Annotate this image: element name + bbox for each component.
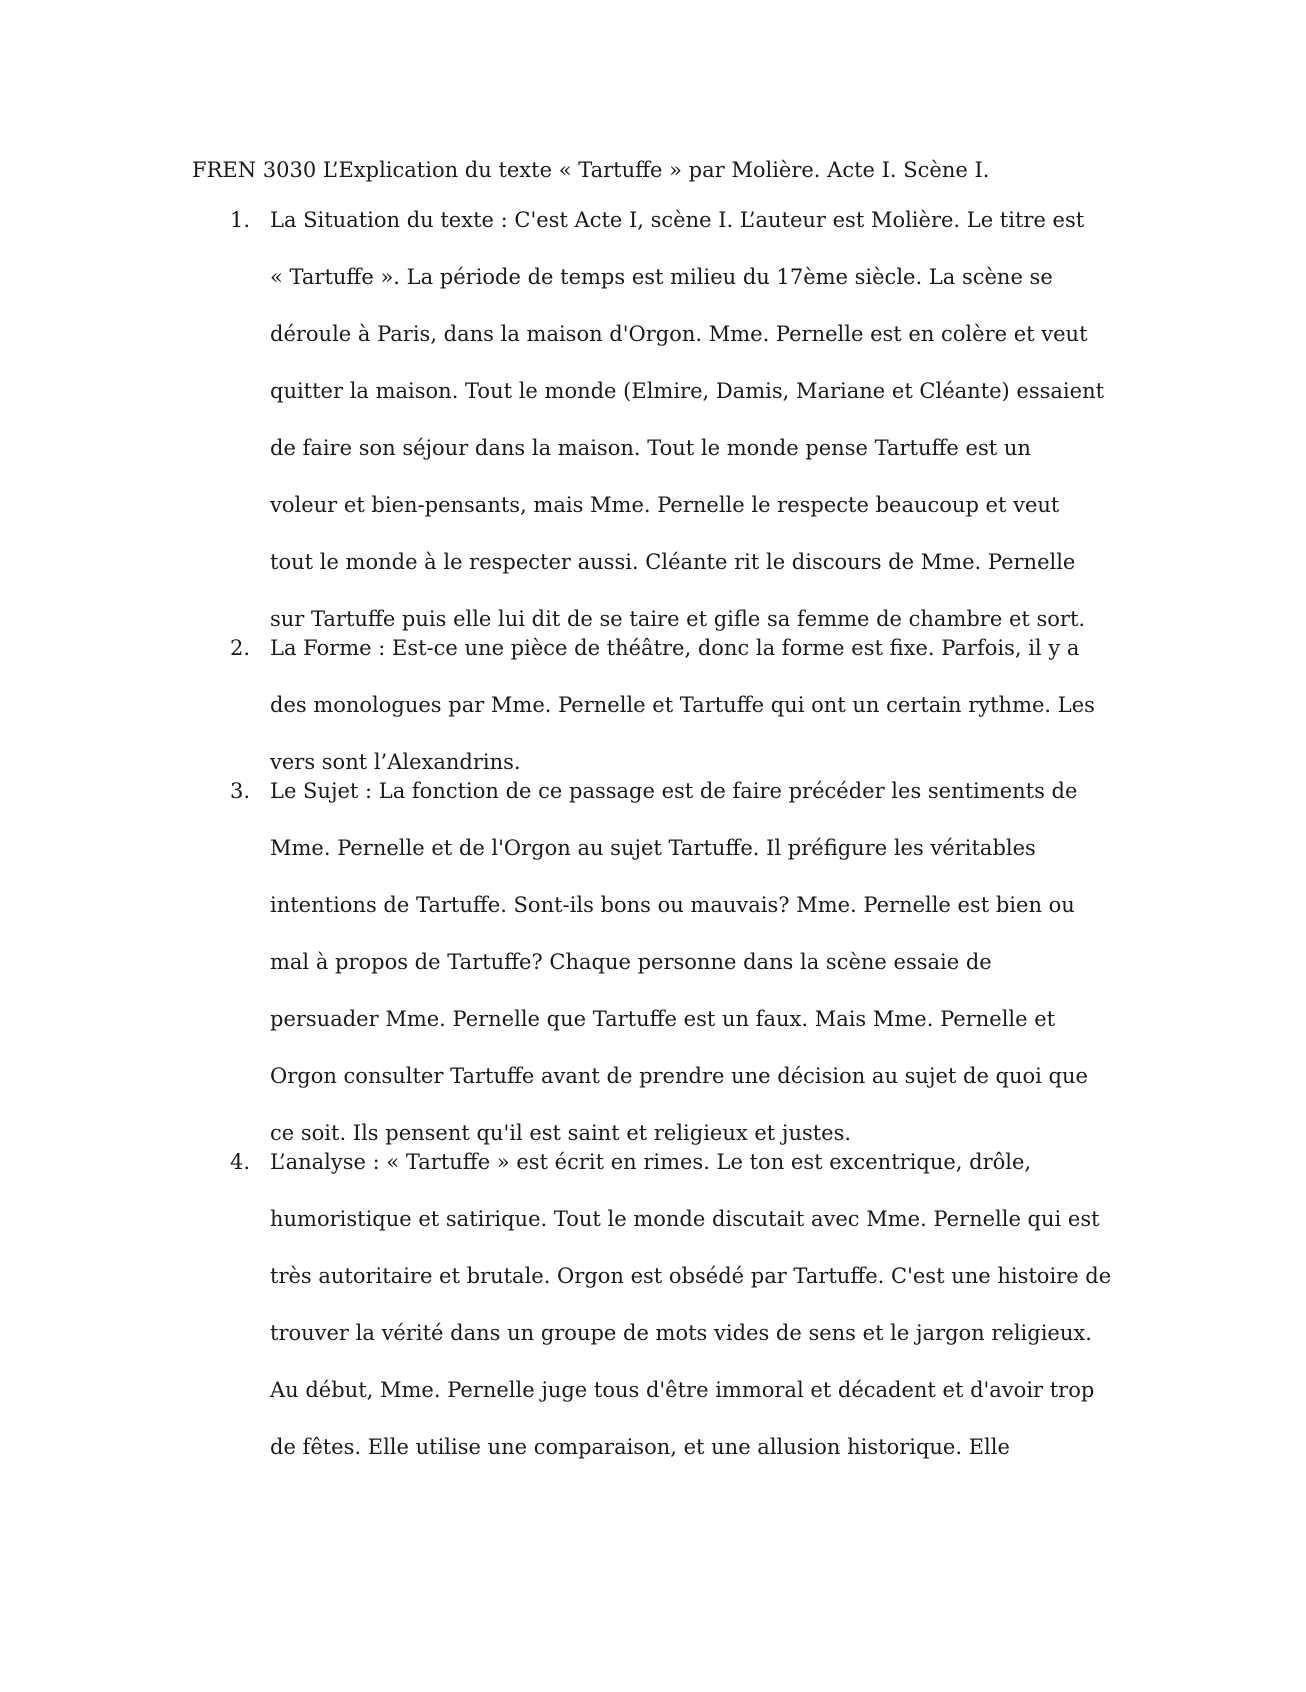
list-item xyxy=(230,1147,1110,1477)
text-line: voleur et bien-pensants, mais Mme. Pernelle le respecte beaucoup et veut xyxy=(270,493,1060,517)
list-item-number: 2. xyxy=(230,636,251,660)
text-line: Au début, Mme. Pernelle juge tous d'être immoral et décadent et d'avoir trop xyxy=(270,1378,1095,1402)
list-item-number: 4. xyxy=(230,1150,251,1174)
text-line: persuader Mme. Pernelle que Tartuffe est un faux. Mais Mme. Pernelle et xyxy=(270,1007,1056,1031)
document-title: FREN 3030 L’Explication du texte « Tartuffe » par Molière. Acte I. Scène I. xyxy=(192,158,990,182)
text-line: Orgon consulter Tartuffe avant de prendre une décision au sujet de quoi que xyxy=(270,1064,1088,1088)
list-item-number: 3. xyxy=(230,779,251,803)
text-line: quitter la maison. Tout le monde (Elmire, Damis, Mariane et Cléante) essaient xyxy=(270,379,1105,403)
text-line: L’analyse : « Tartuffe » est écrit en rimes. Le ton est excentrique, drôle, xyxy=(270,1150,1032,1174)
text-line: « Tartuffe ». La période de temps est milieu du 17ème siècle. La scène se xyxy=(270,265,1053,289)
text-line: ce soit. Ils pensent qu'il est saint et religieux et justes. xyxy=(270,1121,852,1145)
text-line: de fêtes. Elle utilise une comparaison, et une allusion historique. Elle xyxy=(270,1435,1010,1459)
list-item xyxy=(230,776,1110,1156)
text-line: trouver la vérité dans un groupe de mots vides de sens et le jargon religieux. xyxy=(270,1321,1092,1345)
list-item xyxy=(230,633,1110,783)
text-line: déroule à Paris, dans la maison d'Orgon. Mme. Pernelle est en colère et veut xyxy=(270,322,1088,346)
text-line: Mme. Pernelle et de l'Orgon au sujet Tartuffe. Il préfigure les véritables xyxy=(270,836,1036,860)
text-line: La Forme : Est-ce une pièce de théâtre, donc la forme est fixe. Parfois, il y a xyxy=(270,636,1080,660)
text-line: vers sont l’Alexandrins. xyxy=(270,750,521,774)
list-item xyxy=(230,205,1110,655)
text-line: La Situation du texte : C'est Acte I, scène I. L’auteur est Molière. Le titre est xyxy=(270,208,1085,232)
text-line: sur Tartuffe puis elle lui dit de se taire et gifle sa femme de chambre et sort. xyxy=(270,607,1086,631)
text-line: des monologues par Mme. Pernelle et Tartuffe qui ont un certain rythme. Les xyxy=(270,693,1095,717)
text-line: intentions de Tartuffe. Sont-ils bons ou mauvais? Mme. Pernelle est bien ou xyxy=(270,893,1075,917)
text-line: mal à propos de Tartuffe? Chaque personne dans la scène essaie de xyxy=(270,950,992,974)
text-line: Le Sujet : La fonction de ce passage est de faire précéder les sentiments de xyxy=(270,779,1078,803)
text-line: très autoritaire et brutale. Orgon est obsédé par Tartuffe. C'est une histoire de xyxy=(270,1264,1112,1288)
text-line: de faire son séjour dans la maison. Tout le monde pense Tartuffe est un xyxy=(270,436,1031,460)
text-line: humoristique et satirique. Tout le monde discutait avec Mme. Pernelle qui est xyxy=(270,1207,1100,1231)
text-line: tout le monde à le respecter aussi. Cléante rit le discours de Mme. Pernelle xyxy=(270,550,1076,574)
list-item-number: 1. xyxy=(230,208,251,232)
